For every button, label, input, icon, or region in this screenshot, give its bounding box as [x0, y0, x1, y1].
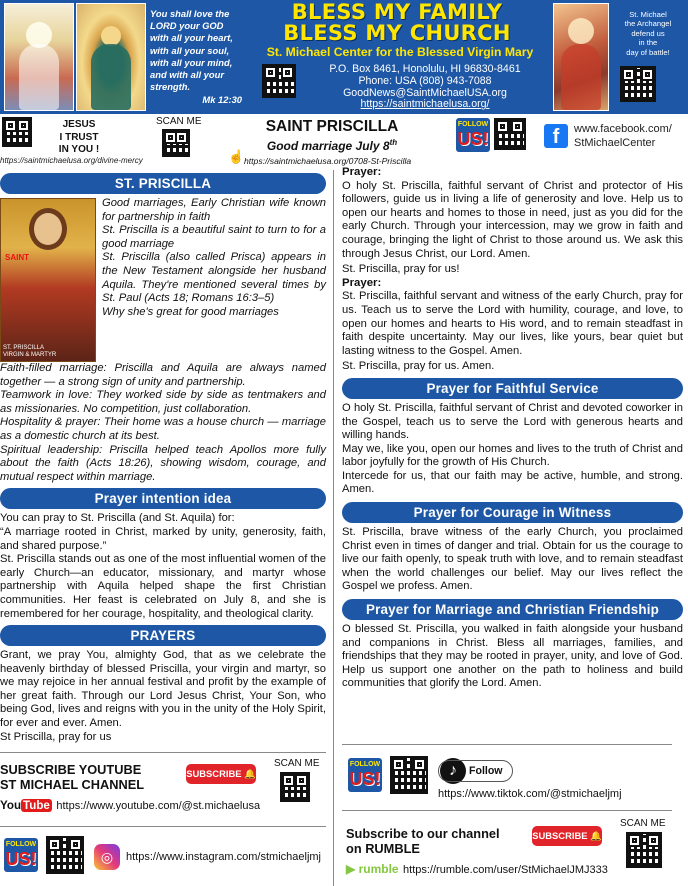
- tiktok-icon[interactable]: ♪: [440, 758, 466, 784]
- courage-text: St. Priscilla, brave witness of the early Church, you proclaimed Christ even in times of danger and trial. Obtain for us the courage to live our faith openly, to speak truth with love, and to remain steadfast when the world challenges our belief. May our lives reflect the Gospel we profess. Amen.: [342, 526, 683, 593]
- title-bless-my-family: BLESS MY FAMILY: [291, 0, 503, 24]
- intention-text: St. Priscilla stands out as one of the most influential women of the early Church—an educator, missionary, and martyr whose partnership with Aquila helped shape the first Christian communities. Her feast is celebrated on July 8, and she is remembered for her courage, hospitality, and theological clarity.: [0, 553, 326, 620]
- rumble-qr-code[interactable]: [626, 832, 662, 868]
- header-banner: [0, 0, 688, 114]
- saint-page-url[interactable]: https://saintmichaelusa.org/0708-St-Priscilla: [244, 156, 412, 166]
- intro-text: St. Priscilla (also called Prisca) appears in the New Testament alongside her husband Aquila. They're mentioned several times by St. Paul (Acts 18; Romans 16:3–5): [102, 251, 326, 305]
- pointing-hand-icon: ☝: [228, 149, 245, 164]
- faithful-text: O holy St. Priscilla, faithful servant of Christ and devoted coworker in the Gospel, teach us to serve the Lord with generous hearts and willing hands.: [342, 401, 683, 442]
- column-divider: [333, 170, 334, 886]
- st-priscilla-icon-image: SAINT ST. PRISCILLA VIRGIN & MARTYR: [0, 198, 96, 362]
- faithful-text: May we, like you, open our homes and lives to the truth of Christ and labor joyfully for the growth of His Church.: [342, 442, 683, 469]
- divine-mercy-image: [4, 3, 74, 111]
- saint-page-qr-code[interactable]: [162, 129, 190, 157]
- st-michael-caption: St. Michael the Archangel defend us in the day of battle!: [624, 10, 672, 57]
- our-lady-of-guadalupe-image: [76, 3, 146, 111]
- instagram-url[interactable]: https://www.instagram.com/stmichaeljmj: [126, 851, 321, 863]
- marriage-point: Hospitality & prayer: Their home was a house church — marriage as a domestic church at its best.: [0, 416, 326, 442]
- intro-text: St. Priscilla is a beautiful saint to turn to for a good marriage: [102, 224, 326, 250]
- youtube-subscribe-title: SUBSCRIBE YOUTUBE ST MICHAEL CHANNEL: [0, 762, 145, 792]
- intention-text: “A marriage rooted in Christ, marked by unity, generosity, faith, and shared purpose.”: [0, 525, 326, 552]
- prayer-text: O holy St. Priscilla, faithful servant of Christ and protector of His followers, guide us in living a life of generosity and love. Help us to open our hearts and homes to those in need, just as you did for the early Church. Through your intercession, may we grow in faith and courage, bringing the light of Christ to those around us. We ask this through Jesus Christ, our Lord. Amen.: [342, 179, 683, 260]
- center-name: St. Michael Center for the Blessed Virgin Mary: [266, 45, 534, 59]
- youtube-qr-code[interactable]: [280, 772, 310, 802]
- divider: [0, 752, 326, 753]
- youtube-link-row: [0, 796, 326, 814]
- rumble-subscribe-button[interactable]: SUBSCRIBE 🔔: [532, 826, 602, 846]
- prayer-label: Prayer:: [342, 276, 382, 289]
- email-address[interactable]: GoodNews@SaintMichaelUSA.org: [343, 86, 507, 99]
- scan-me-label: SCAN ME: [156, 116, 202, 127]
- youtube-subscribe-button[interactable]: SUBSCRIBE 🔔: [186, 764, 256, 784]
- contact-info: [300, 64, 550, 111]
- st-michael-qr-code[interactable]: [620, 66, 656, 102]
- title-bless-my-church: BLESS MY CHURCH: [283, 21, 511, 45]
- intention-text: You can pray to St. Priscilla (and St. Aquila) for:: [0, 512, 235, 525]
- rumble-logo-icon: ▶ rumble: [346, 862, 399, 876]
- scripture-quote: You shall love the LORD your GOD with all your heart, with all your soul, with all your mind, and with all your strength. Mk 12:30: [150, 8, 242, 106]
- website-qr-code[interactable]: [262, 64, 296, 98]
- divider: [342, 744, 672, 745]
- scan-me-label: SCAN ME: [274, 758, 320, 769]
- intro-text: Why she's great for good marriages: [102, 305, 279, 318]
- tiktok-follow-button[interactable]: Follow: [438, 760, 513, 782]
- follow-us-badge: FOLLOW US!: [4, 838, 38, 872]
- marriage-point: Spiritual leadership: Priscilla helped teach Apollos more fully about the faith (Acts 18:26), showing wisdom, courage, and mutual respect within marriage.: [0, 443, 326, 483]
- facebook-qr-code[interactable]: [494, 118, 526, 150]
- scripture-reference: Mk 12:30: [202, 94, 242, 106]
- divine-mercy-qr-code[interactable]: [2, 117, 32, 147]
- section-prayers: PRAYERS: [0, 625, 326, 646]
- faithful-text: Intercede for us, that our faith may be active, humble, and strong. Amen.: [342, 469, 683, 496]
- tiktok-qr-code[interactable]: [390, 756, 428, 794]
- st-michael-image: [553, 3, 609, 111]
- website-link[interactable]: https://saintmichaelusa.org/: [360, 98, 490, 111]
- divider: [342, 810, 672, 811]
- youtube-logo-icon: You Tube: [0, 799, 50, 812]
- saint-title: SAINT PRISCILLA: [265, 118, 399, 135]
- marriage-point: Faith-filled marriage: Priscilla and Aquila are always named together — a strong sign of unity and partnership.: [0, 362, 326, 388]
- marriage-text: O blessed St. Priscilla, you walked in faith alongside your husband and companions in Christ. Bless all marriages, families, and friendships that they may be rooted in prayer, unity, and love of God. Help us support one another on the path to holiness and build communities that glorify the Lord. Amen.: [342, 623, 683, 690]
- instagram-icon[interactable]: ◎: [94, 844, 120, 870]
- rumble-link-row: [346, 860, 608, 878]
- divine-mercy-url[interactable]: https://saintmichaelusa.org/divine-mercy: [0, 156, 143, 165]
- facebook-link[interactable]: www.facebook.com/ StMichaelCenter: [574, 123, 672, 149]
- phone-number: Phone: USA (808) 943-7088: [358, 74, 492, 87]
- left-column: [0, 173, 326, 744]
- instagram-qr-code[interactable]: [46, 836, 84, 874]
- prayer-label: Prayer:: [342, 166, 382, 178]
- youtube-url[interactable]: https://www.youtube.com/@st.michaelusa: [56, 800, 261, 812]
- section-faithful-service: Prayer for Faithful Service: [342, 378, 683, 399]
- marriage-point: Teamwork in love: They worked side by side as tentmakers and as missionaries. No competition, just collaboration.: [0, 389, 326, 415]
- rumble-url[interactable]: https://rumble.com/user/StMichaelJMJ333: [403, 864, 608, 876]
- rumble-subscribe-title: Subscribe to our channel on RUMBLE: [346, 826, 500, 856]
- divider: [0, 826, 326, 827]
- prayer-closing: St. Priscilla, pray for us. Amen.: [342, 360, 495, 373]
- section-courage-witness: Prayer for Courage in Witness: [342, 502, 683, 523]
- facebook-icon[interactable]: f: [544, 124, 568, 148]
- intro-text: Good marriages, Early Christian wife known for partnership in faith: [102, 197, 326, 223]
- section-prayer-intention: Prayer intention idea: [0, 488, 326, 509]
- postal-address: P.O. Box 8461, Honolulu, HI 96830-8461: [329, 63, 521, 75]
- jesus-i-trust-in-you: JESUS I TRUST IN YOU !: [58, 119, 100, 155]
- prayer-text: Grant, we pray You, almighty God, that as we celebrate the heavenly birthday of blessed Priscilla, your virgin and martyr, so we may rejoice in her annual festival and profit by the example of her great faith. Through our Lord Jesus Christ, Your Son, who being God, lives and reigns with you in the unity of the Holy Spirit, for ever and ever. Amen.: [0, 649, 326, 730]
- youtube-subscribe-block: [0, 758, 326, 814]
- tiktok-url[interactable]: https://www.tiktok.com/@stmichaeljmj: [438, 788, 622, 800]
- prayer-closing: St. Priscilla, pray for us!: [342, 263, 460, 276]
- follow-us-badge: FOLLOW US!: [456, 118, 490, 152]
- prayer-text: St. Priscilla, faithful servant and witness of the early Church, pray for us. Teach us to serve the Lord with humility, courage, and love, to open our homes and hearts to His word, and to remain steadfast in faith despite uncertainty. May our lives, like yours, bear quiet but lasting witness to the Gospel. Amen.: [342, 290, 683, 357]
- saint-subtitle: Good marriage July 8th: [266, 138, 398, 153]
- prayer-closing: St Priscilla, pray for us: [0, 730, 112, 743]
- right-column: [342, 166, 683, 691]
- section-st-priscilla: ST. PRISCILLA: [0, 173, 326, 194]
- follow-us-badge: FOLLOW US!: [348, 758, 382, 792]
- section-marriage-friendship: Prayer for Marriage and Christian Friendship: [342, 599, 683, 620]
- scan-me-label: SCAN ME: [620, 818, 666, 829]
